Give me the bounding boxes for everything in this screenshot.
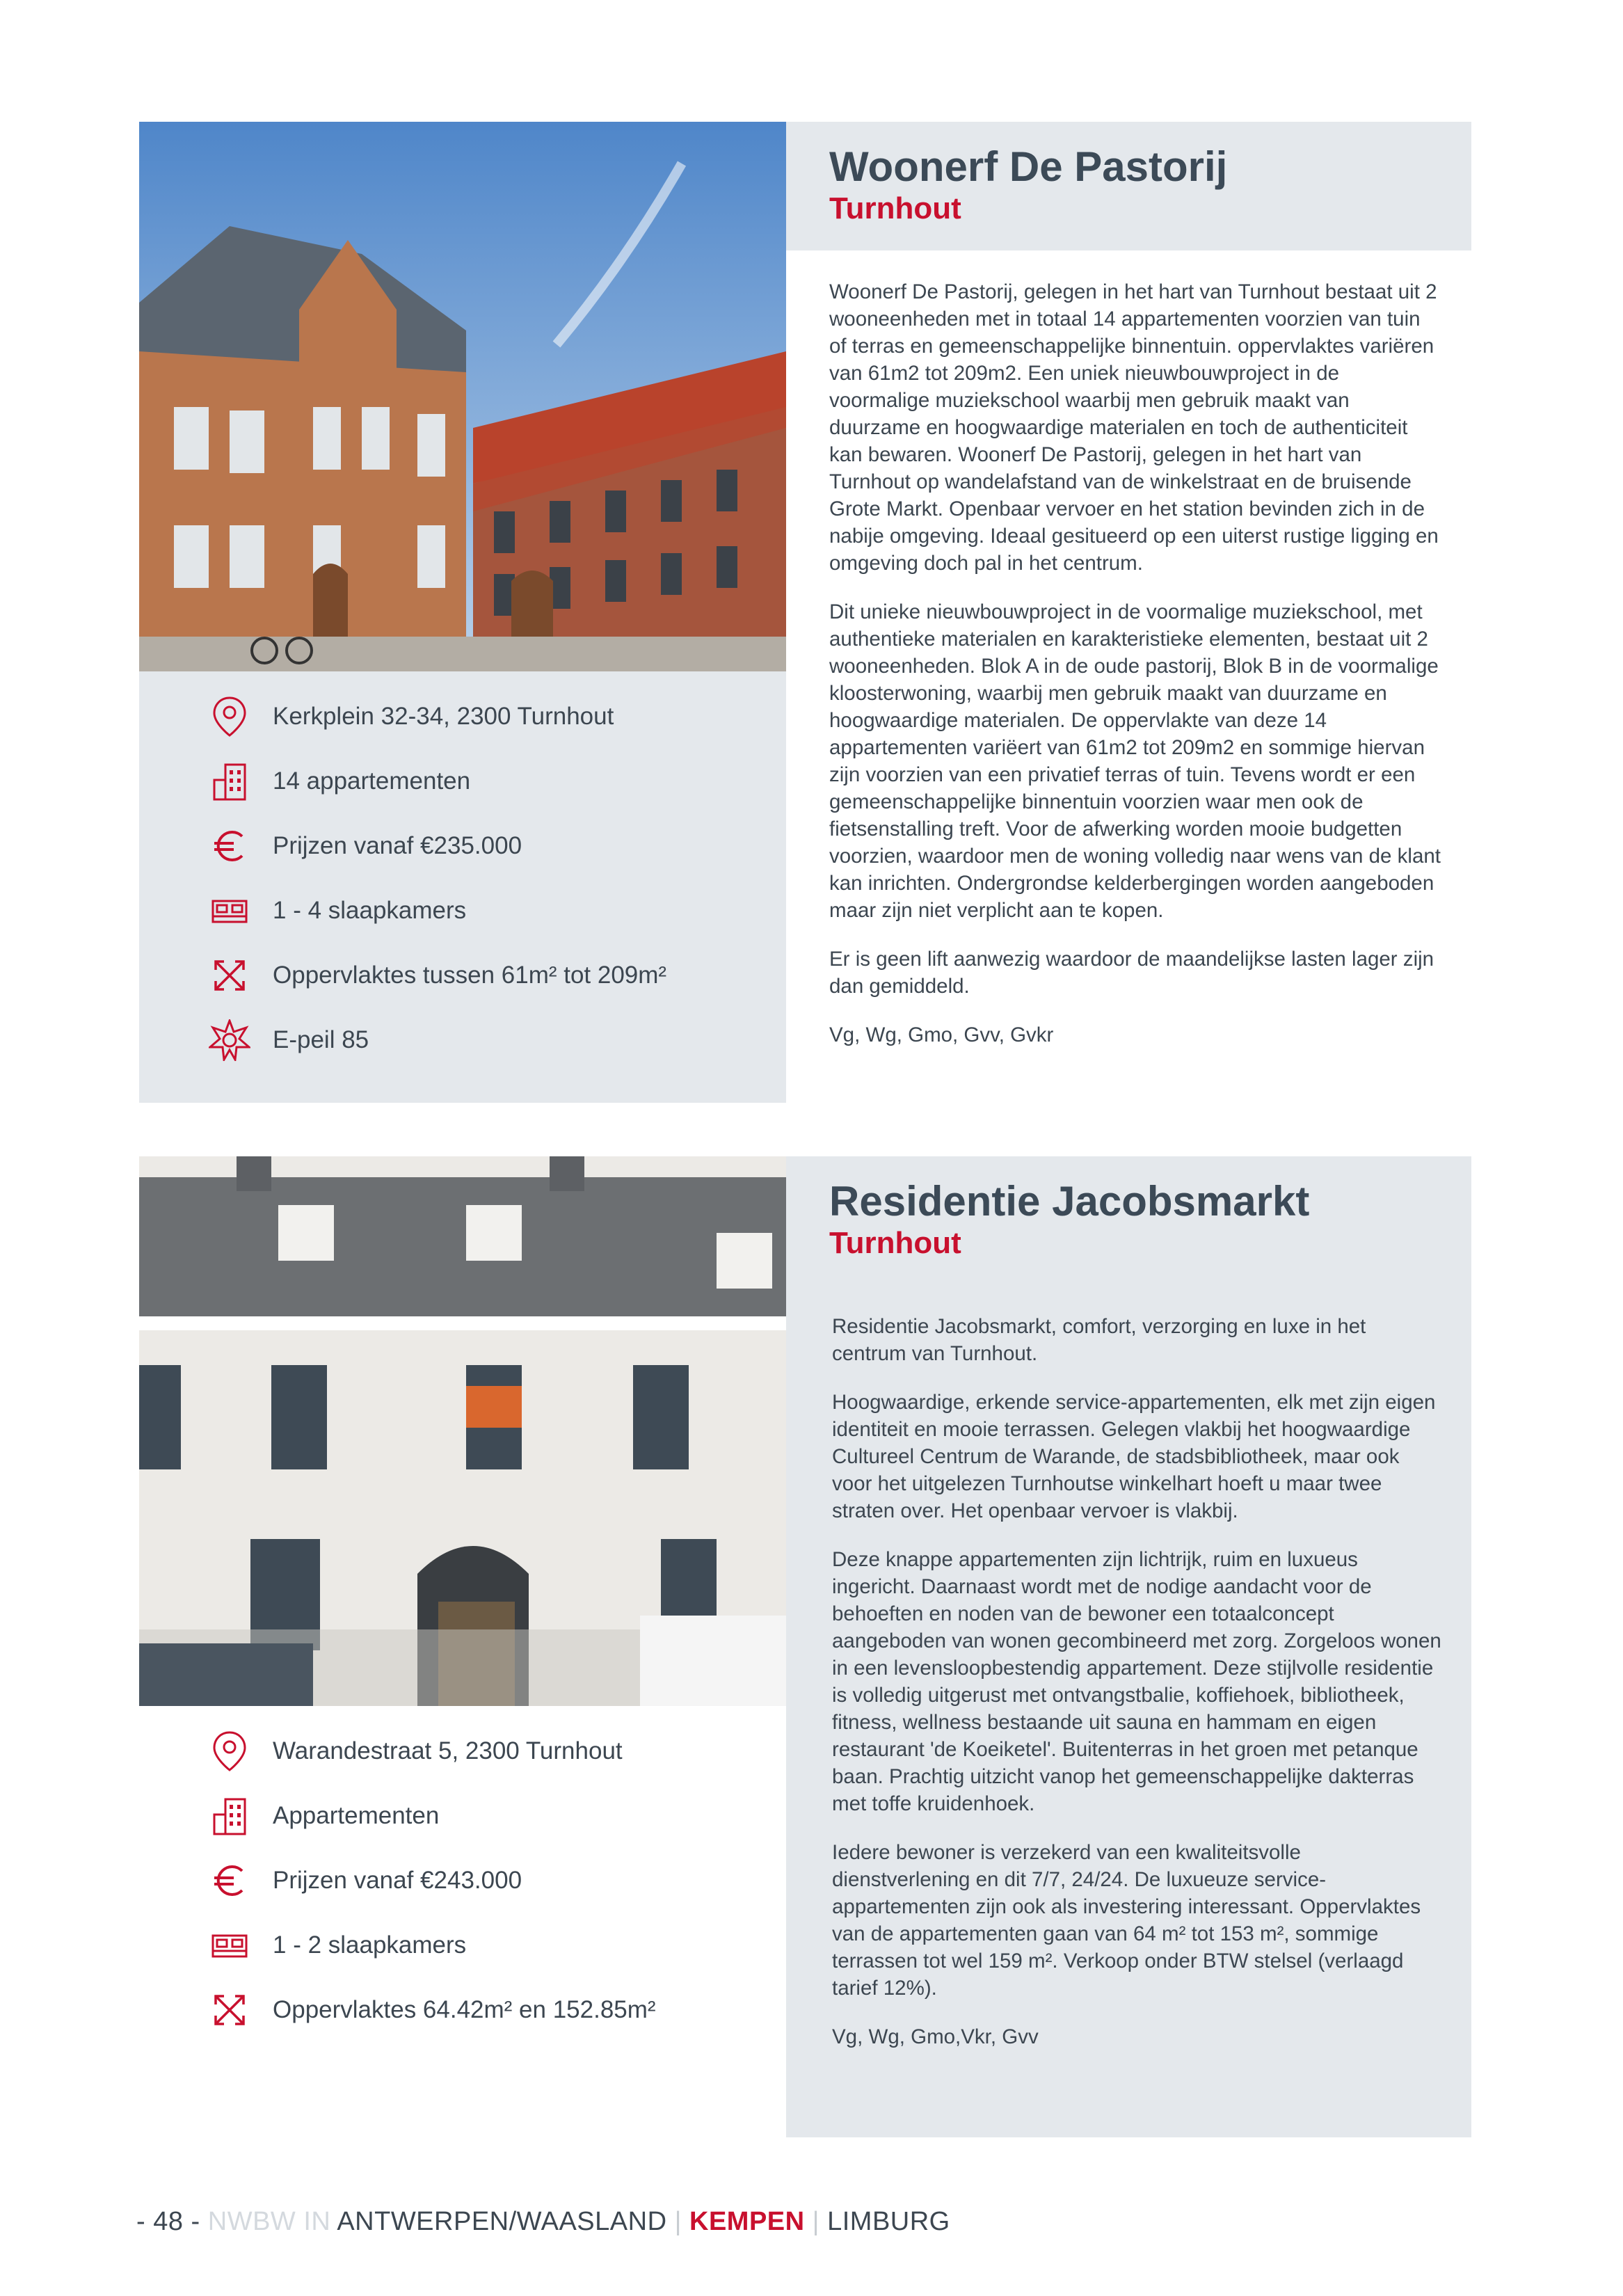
facts-panel (139, 671, 786, 1103)
fact-bedrooms: 1 - 4 slaapkamers (209, 886, 466, 935)
footer-region-antwerpen: ANTWERPEN/WAASLAND (337, 2207, 667, 2236)
fact-epc: E-peil 85 (209, 1016, 369, 1065)
paragraph: Vg, Wg, Gmo, Gvv, Gvkr (829, 1023, 1054, 1046)
building-icon (209, 1795, 250, 1837)
project-card-jacobsmarkt (139, 1156, 1471, 2137)
project-photo-jacobsmarkt (139, 1156, 786, 1706)
page-number: - 48 - (136, 2207, 200, 2236)
footer-separator: | (674, 2207, 682, 2236)
epc-star-icon (209, 1019, 250, 1061)
project-card-pastorij (139, 122, 1471, 1103)
fact-surface: Oppervlaktes tussen 61m² tot 209m² (209, 951, 666, 1000)
building-icon (209, 760, 250, 802)
location-pin-icon (209, 1730, 250, 1772)
paragraph: Residentie Jacobsmarkt, comfort, verzorging en luxe in het centrum van Turnhout. (832, 1315, 1366, 1365)
euro-icon (209, 825, 250, 867)
project-info-pastorij (786, 122, 1471, 1103)
fact-price: Prijzen vanaf €235.000 (209, 822, 522, 870)
euro-icon (209, 1860, 250, 1902)
fact-address: Warandestraat 5, 2300 Turnhout (209, 1727, 623, 1776)
location-pin-icon (209, 696, 250, 738)
project-title: Woonerf De Pastorij (829, 143, 1228, 190)
resize-arrows-icon (209, 1989, 250, 2031)
fact-address: Kerkplein 32-34, 2300 Turnhout (209, 692, 614, 741)
resize-arrows-icon (209, 955, 250, 996)
project-photo-pastorij (139, 122, 786, 671)
project-info-jacobsmarkt (786, 1156, 1471, 2137)
fact-units: 14 appartementen (209, 757, 470, 806)
fact-bedrooms: 1 - 2 slaapkamers (209, 1921, 466, 1970)
title-box (786, 1156, 1471, 1285)
bed-icon (209, 890, 250, 932)
paragraph: Deze knappe appartementen zijn lichtrijk, ruim en luxueus ingericht. Daarnaast wordt met de nodige aandacht voor de behoeften en noden van de bewoner een totaalconcept aangeboden van wonen gecombineerd met zorg. Zorgeloos wonen in een levensloopbestendig appartement. Deze stijlvolle residentie is volledig uitgerust met ontvangstbalie, koffiehoek, bibliotheek, fitness, wellness bestaande uit sauna en hammam en eigen restaurant 'de Koeiketel'. Buitenterras in het groen met petanque baan. Prachtig uitzicht vanop het gemeenschappelijke dakterras met toffe kruidenhoek. (832, 1548, 1441, 1815)
fact-surface: Oppervlaktes 64.42m² en 152.85m² (209, 1986, 656, 2034)
paragraph: Iedere bewoner is verzekerd van een kwaliteitsvolle dienstverlening en dit 7/7, 24/24. De luxueuze service-appartementen zijn ook als investering interessant. Oppervlaktes van de appartementen gaan van 64 m² tot 153 m², sommige terrassen tot wel 159 m². Verkoop onder BTW stelsel (verlaagd tarief 12%). (832, 1841, 1421, 2000)
footer-region-kempen: KEMPEN (689, 2207, 805, 2236)
fact-units: Appartementen (209, 1792, 439, 1840)
title-box (786, 122, 1471, 250)
paragraph: Woonerf De Pastorij, gelegen in het hart van Turnhout bestaat uit 2 wooneenheden met in totaal 14 appartementen voorzien van tuin of terras en gemeenschappelijke binnentuin. oppervlaktes variëren van 61m2 tot 209m2. Een uniek nieuwbouwproject in de voormalige muziekschool waarbij men gebruik maakt van duurzame en hoogwaardige materialen en toch de authenticiteit kan bewaren. Woonerf De Pastorij, gelegen in het hart van Turnhout op wandelafstand van de winkelstraat en de bruisende Grote Markt. Openbaar vervoer en het station bevinden zich in de nabije omgeving. Ideaal gesitueerd op een uiterst rustige ligging en omgeving doch pal in het centrum. (829, 280, 1439, 575)
project-description (829, 278, 1441, 1070)
footer-brand: NWBW IN (207, 2207, 331, 2236)
bed-icon (209, 1924, 250, 1966)
facts-panel (139, 1706, 786, 2137)
project-city: Turnhout (829, 1226, 961, 1260)
paragraph: Hoogwaardige, erkende service-appartementen, elk met zijn eigen identiteit en mooie terrassen. Gelegen vlakbij het hoogwaardige Cultureel Centrum de Warande, de stadsbibliotheek, maar ook voor het uitgelezen Turnhoutse winkelhart hoeft u maar twee straten over. Het openbaar vervoer is vlakbij. (832, 1391, 1436, 1522)
fact-price: Prijzen vanaf €243.000 (209, 1856, 522, 1905)
paragraph: Er is geen lift aanwezig waardoor de maandelijkse lasten lager zijn dan gemiddeld. (829, 948, 1434, 998)
footer-separator: | (812, 2207, 820, 2236)
paragraph: Dit unieke nieuwbouwproject in de voormalige muziekschool, met authentieke materialen en karakteristieke elementen, bestaat uit 2 wooneenheden. Blok A in de oude pastorij, Blok B in de voormalige kloosterwoning, waarbij men gebruik maakt van duurzame en hoogwaardige materialen. De oppervlakte van deze 14 appartementen variëert van 61m2 tot 209m2 en sommige hiervan zijn voorzien van een privatief terras of tuin. Tevens wordt er een gemeenschappelijke binnentuin voorzien waar men ook de fietsenstalling treft. Voor de afwerking worden mooie budgetten voorzien, waardoor men de woning volledig naar wens van de klant kan inrichten. Ondergrondse kelderbergingen worden aangeboden maar zijn niet verplicht aan te kopen. (829, 600, 1441, 922)
project-title: Residentie Jacobsmarkt (829, 1178, 1310, 1225)
project-city: Turnhout (829, 191, 961, 225)
paragraph: Vg, Wg, Gmo,Vkr, Gvv (832, 2025, 1039, 2048)
footer-region-limburg: LIMBURG (827, 2207, 950, 2236)
project-description (832, 1313, 1444, 2072)
page-footer (136, 2207, 950, 2237)
